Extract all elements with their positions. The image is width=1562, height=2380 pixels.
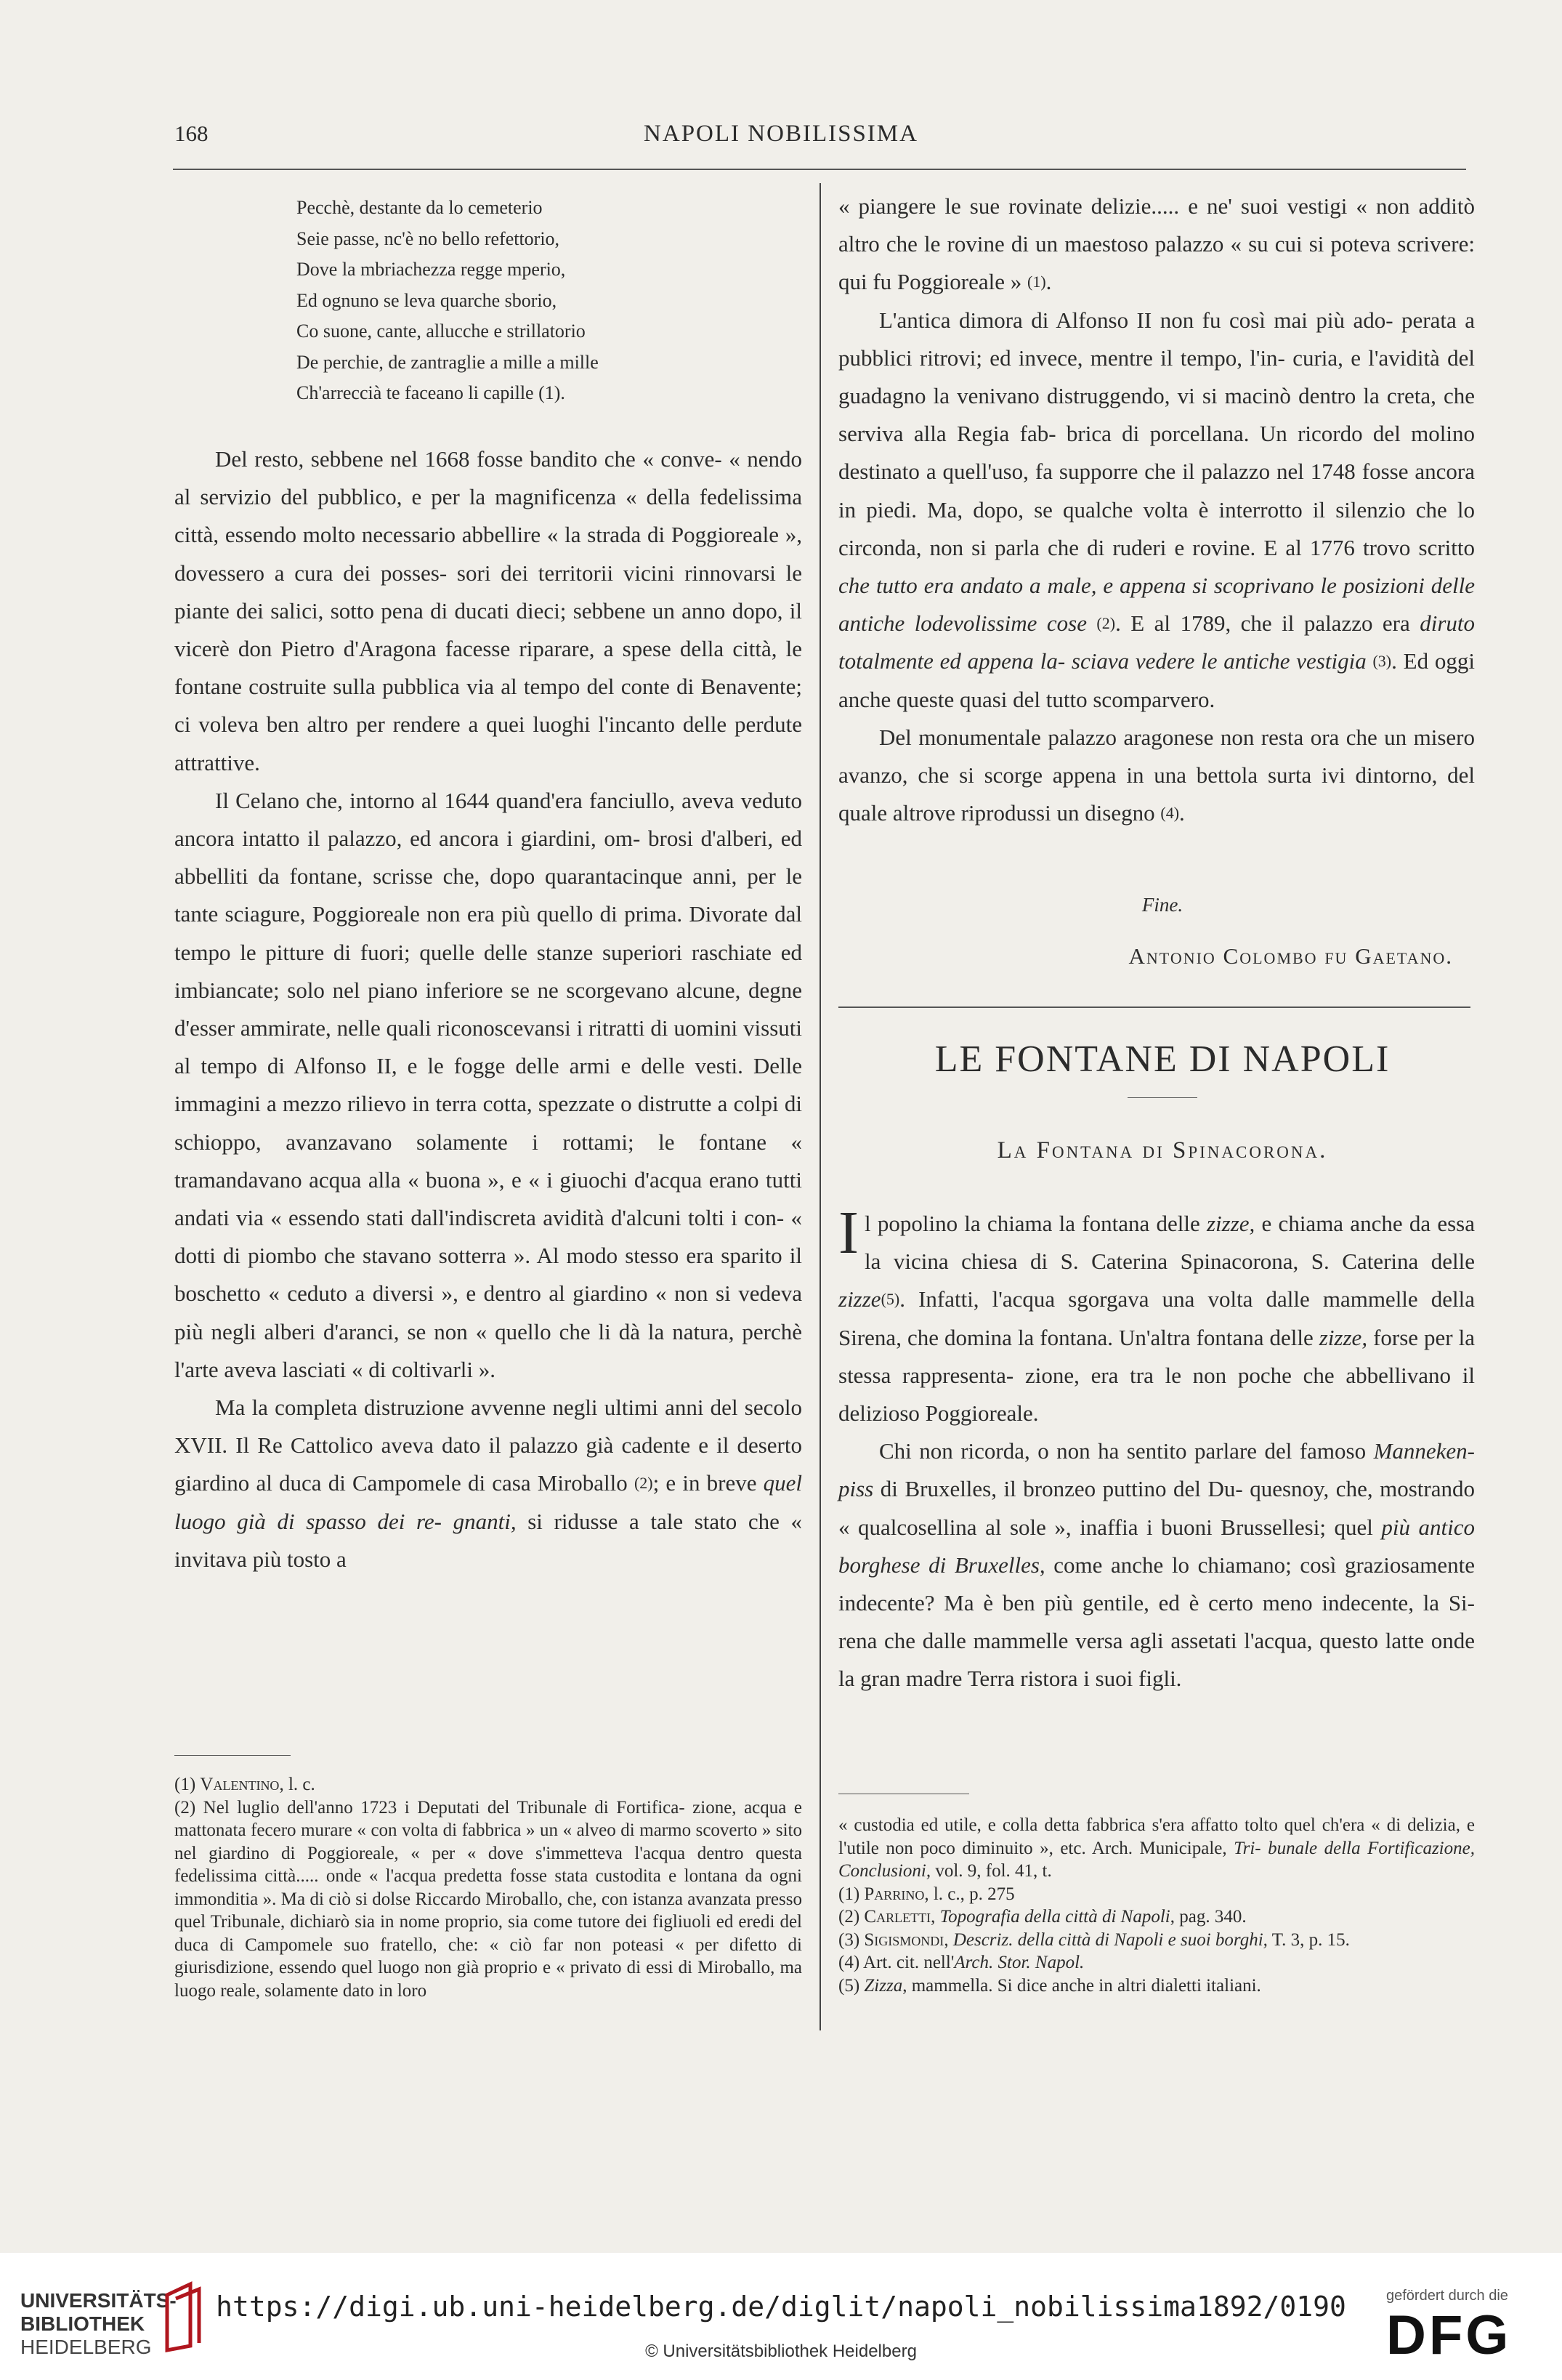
left-footnotes	[174, 1773, 802, 2002]
poem-line: Ed ognuno se leva quarche sborio,	[296, 289, 557, 311]
title-rule	[1128, 1097, 1197, 1098]
header-rule	[173, 169, 1466, 170]
footnote: (1) Valentino, l. c.	[174, 1775, 315, 1794]
footnote: (5) Zizza, mammella. Si dice anche in altri dialetti italiani.	[838, 1975, 1261, 1996]
left-column-text	[174, 440, 802, 1578]
article-body	[838, 1199, 1475, 1698]
poem-line: Seie passe, nc'è no bello refettorio,	[296, 227, 560, 249]
footnote-rule	[174, 1755, 291, 1756]
poem-line: De perchie, de zantraglie a mille a mille	[296, 351, 599, 373]
column-divider	[820, 183, 821, 2030]
paragraph: Ma la completa distruzione avvenne negli ultimi anni del secolo XVII. Il Re Cattolico aveva dato il palazzo già cadente e il deserto giardino al duca di Campomele di casa Miroballo (2); e in breve quel luogo già di spasso dei re- gnanti, si ridusse a tale stato che « invitava più tosto a	[174, 1395, 803, 1572]
poem-line: Dove la mbriachezza regge mperio,	[296, 259, 566, 280]
poem-quote	[296, 193, 599, 409]
footnote: (2) Nel luglio dell'anno 1723 i Deputati del Tribunale di Fortifica- zione, acqua e mattonata fecero murare « con volta di fabbrica » un « alveo di marmo scoverto » sito nel giardino di Poggioreale, « per « dove s'immetteva l'acqua dentro questa fedelissima città..... onde « l'acqua predetta fosse stata custodita e lontana da ogni immonditia ». Ma di ciò si dolse Riccardo Miroballo, che, con istanza avanzata presso quel Tribunale, dichiarò sia in nome proprio, sia come tutore dei figliuoli ed eredi del duca di Campomele suo fratello, che: « ciò far non poteasi « per difetto di giurisdizione, essendo quel luogo non già proprio e « privato di essi di Miroballo, ma luogo reale, solamente dato in loro	[174, 1797, 802, 2001]
poem-line: Co suone, cante, allucche e strillatorio	[296, 320, 586, 342]
author-signature: Antonio Colombo fu Gaetano.	[1128, 943, 1453, 969]
permalink-url[interactable]: https://digi.ub.uni-heidelberg.de/diglit/napoli_nobilissima1892/0190	[216, 2291, 1346, 2323]
footnote: « custodia ed utile, e colla detta fabbrica s'era affatto tolto quel ch'era « di delizia, e l'utile non poco diminuito », etc. Arch. Municipale, Tri- bunale della Fortificazione, Conclusioni, vol. 9, fol. 41, t.	[838, 1815, 1475, 1881]
footnote-ref: (2)	[634, 1474, 653, 1493]
right-footnotes	[838, 1814, 1475, 1997]
library-logo[interactable]: UNIVERSITÄTS- BIBLIOTHEK HEIDELBERG	[20, 2289, 177, 2358]
funding-note: gefördert durch die	[1386, 2288, 1508, 2304]
drop-cap: I	[838, 1199, 859, 1267]
footnote: (4) Art. cit. nell'Arch. Stor. Napol.	[838, 1953, 1085, 1972]
page-number: 168	[174, 121, 209, 146]
running-title: NAPOLI NOBILISSIMA	[644, 121, 918, 147]
article-subtitle: La Fontana di Spinacorona.	[997, 1137, 1328, 1163]
footnote: (1) Parrino, l. c., p. 275	[838, 1884, 1015, 1904]
copyright-notice: © Universitätsbibliothek Heidelberg	[645, 2341, 917, 2361]
section-rule	[838, 1007, 1470, 1008]
dfg-logo[interactable]: DFG	[1386, 2304, 1512, 2366]
poem-line: Ch'arreccià te faceano li capille (1).	[296, 382, 565, 403]
right-column-text	[838, 187, 1475, 832]
footnote: (3) Sigismondi, Descriz. della città di Napoli e suoi borghi, T. 3, p. 15.	[838, 1929, 1350, 1950]
paragraph: Il popolino la chiama la fontana delle zizze, e chiama anche da essa la vicina chiesa di S. Caterina Spinacorona, S. Caterina delle zizze(5). Infatti, l'acqua sgorgava una volta dalle mammelle della Sirena, che domina la fontana. Un'altra fontana delle zizze, forse per la stessa rappresenta- zione, era tra le non poche che abbellivano il delizioso Poggioreale.	[838, 1199, 1475, 1427]
paragraph: L'antica dimora di Alfonso II non fu così mai più ado- perata a pubblici ritrovi; ed invece, mentre il tempo, l'in- curia, e l'avidità del guadagno la venivano distruggendo, vi si macinò dentro la creta, che serviva alla Regia fab- brica di porcellana. Un ricordo del molino destinato a quell'uso, fa supporre che il palazzo nel 1748 fosse ancora in piedi. Ma, dopo, se qualche volta è interrotto il silenzio che lo circonda, non si parla che di ruderi e rovine. E al 1776 trovo scritto che tutto era andato a male, e appena si scoprivano le posizioni delle antiche lodevolissime cose (2). E al 1789, che il palazzo era diruto totalmente ed appena la- sciava vedere le antiche vestigia (3). Ed oggi anche queste quasi del tutto scomparvero.	[838, 307, 1475, 712]
article-title: LE FONTANE DI NAPOLI	[934, 1038, 1391, 1080]
paragraph: « piangere le sue rovinate delizie..... e ne' suoi vestigi « non additò altro che le rovine di un maestoso palazzo « su cui si poteva scrivere: qui fu Poggioreale » (1).	[838, 193, 1475, 295]
footnote: (2) Carletti, Topografia della città di Napoli, pag. 340.	[838, 1907, 1247, 1927]
paragraph: Del monumentale palazzo aragonese non resta ora che un misero avanzo, che si scorge appena in una bettola surta ivi dintorno, del quale altrove riprodussi un disegno (4).	[838, 724, 1475, 826]
fine-mark: Fine.	[1141, 894, 1183, 916]
poem-line: Pecchè, destante da lo cemeterio	[296, 197, 543, 218]
paragraph: Del resto, sebbene nel 1668 fosse bandito che « conve- « nendo al servizio del pubblico, e per la magnificenza « della fedelissima città, essendo molto necessario abbellire « la strada di Poggioreale », dovessero a cura dei posses- sori dei territorii vicini rinnovarsi le piante dei salici, sotto pena di ducati dieci; sebbene un anno dopo, il vicerè don Pietro d'Aragona facesse riparare, a spese della città, le fontane costruite sulla pubblica via al tempo del conte di Benavente; ci voleva ben altro per rendere a quei luoghi l'incanto delle perdute attrattive.	[174, 446, 802, 775]
paragraph: Il Celano che, intorno al 1644 quand'era fanciullo, aveva veduto ancora intatto il palazzo, ed ancora i giardini, om- brosi d'alberi, ed abbelliti da fontane, scrisse che, dopo quarantacinque anni, per le tante sciagure, Poggioreale non era più quello di prima. Divorate dal tempo le pitture di fuori; quelle delle stanze superiori raschiate ed imbiancate; solo nel piano inferiore se ne scorgevano alcune, degne d'esser ammirate, nelle quali riconoscevansi i ritratti di uomini vissuti al tempo di Alfonso II, e le fogge delle armi e delle vesti. Delle immagini a mezzo rilievo in terra cotta, spezzate o distrutte a colpi di schioppo, avanzavano solamente i rottami; le fontane « tramandavano acqua alla « buona », e « i giuochi d'acqua erano tutti andati via « essendo stati dall'indiscreta avidità d'alcuni tolti i con- « dotti di piombo che stavano sotterra ». Al modo stesso era sparito il boschetto « ceduto a diversi », e dentro al giardino « non si vedeva più negli alberi d'aranci, se non « quello che li dà la natura, perchè l'arte aveva lasciati « di coltivarli ».	[174, 787, 802, 1382]
paragraph: Chi non ricorda, o non ha sentito parlare del famoso Manneken-piss di Bruxelles, il bronzeo puttino del Du- quesnoy, che, mostrando « qualcosellina al sole », inaffia i buoni Brussellesi; quel più antico borghese di Bruxelles, come anche lo chiamano; così graziosamente indecente? Ma è ben più gentile, ed è certo meno indecente, la Si- rena che dalle mammelle versa agli assetati l'acqua, questo latte onde la gran madre Terra ristora i suoi figli.	[838, 1438, 1475, 1692]
